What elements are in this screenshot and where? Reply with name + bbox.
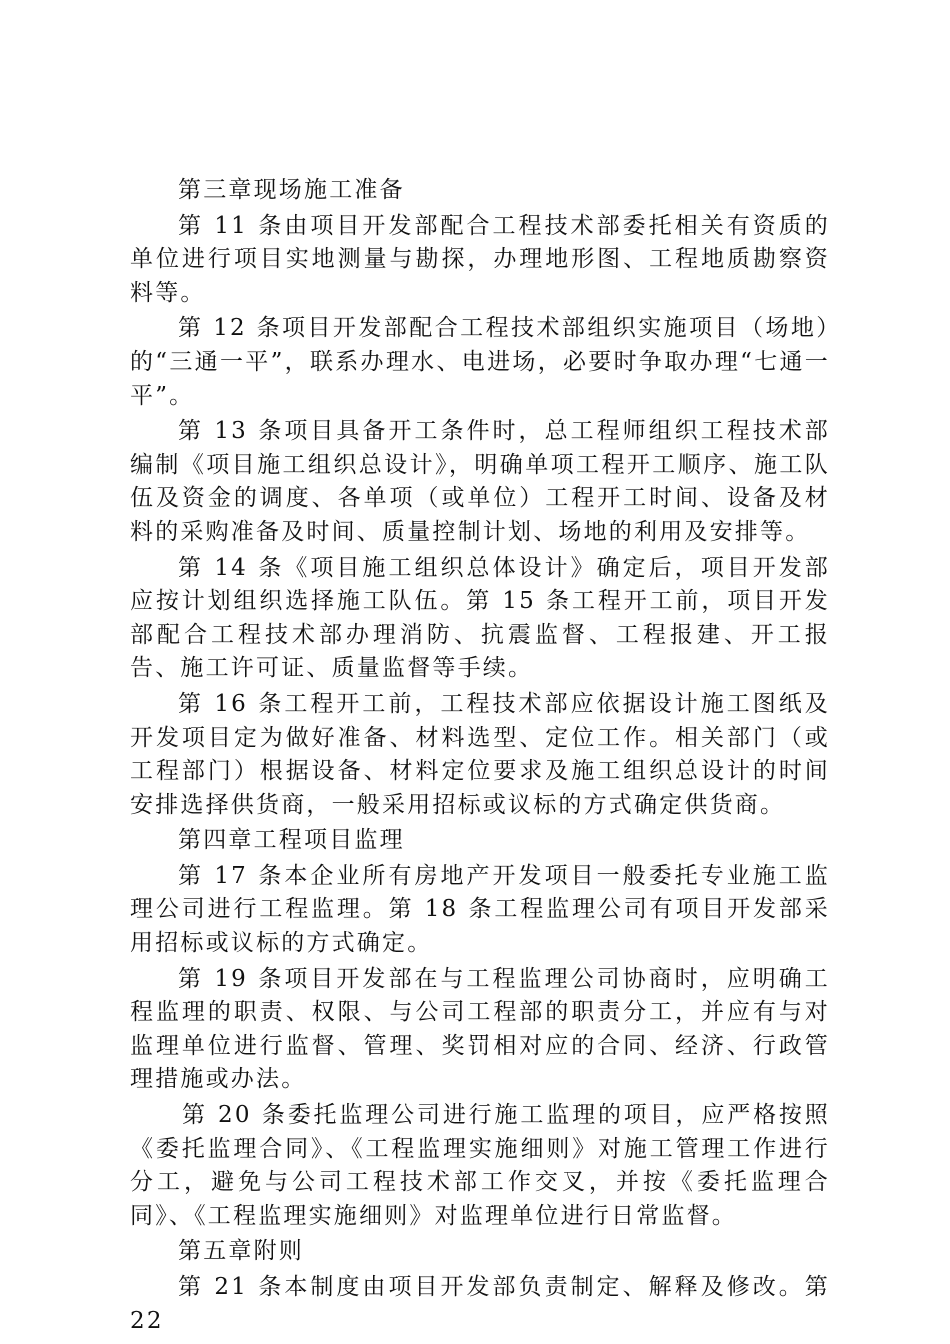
article-17-18: 第 17 条本企业所有房地产开发项目一般委托专业施工监理公司进行工程监理。第 18 条工程监理公司有项目开发部采用招标或议标的方式确定。 [130,862,830,957]
chapter-5-heading: 第五章附则 [178,1238,304,1265]
article-19: 第 19 条项目开发部在与工程监理公司协商时，应明确工程监理的职责、权限、与公司工程部的职责分工，并应有与对监理单位进行监督、管理、奖罚相对应的合同、经济、行政管理措施或办法。 [130,965,830,1093]
article-20: 第 20 条委托监理公司进行施工监理的项目，应严格按照《委托监理合同》、《工程监理实施细则》对施工管理工作进行分工，避免与公司工程技术部工作交叉，并按《委托监理合同》、《工程监理实施细则》对监理单位进行日常监督。 [130,1102,830,1229]
article-16: 第 16 条工程开工前，工程技术部应依据设计施工图纸及开发项目定为做好准备、材料选型、定位工作。相关部门（或工程部门）根据设备、材料定位要求及施工组织总设计的时间安排选择供货商，一般采用招标或议标的方式确定供货商。 [130,690,830,818]
chapter-3-heading: 第三章现场施工准备 [178,177,405,203]
article-14-15: 第 14 条《项目施工组织总体设计》确定后，项目开发部应按计划组织选择施工队伍。第 15 条工程开工前，项目开发部配合工程技术部办理消防、抗震监督、工程报建、开工报告、施工许可证、质量监督等手续。 [130,554,830,682]
article-11: 第 11 条由项目开发部配合工程技术部委托相关有资质的单位进行项目实地测量与勘探，办理地形图、工程地质勘察资料等。 [130,212,830,306]
article-12: 第 12 条项目开发部配合工程技术部组织实施项目（场地）的“三通一平”，联系办理水、电进场，必要时争取办理“七通一平”。 [130,315,830,409]
document-body [130,174,830,1340]
chapter-4-heading: 第四章工程项目监理 [178,827,405,854]
article-21: 第 21 条本制度由项目开发部负责制定、解释及修改。第 22 [130,1274,830,1334]
article-13: 第 13 条项目具备开工条件时，总工程师组织工程技术部编制《项目施工组织总设计》，明确单项工程开工顺序、施工队伍及资金的调度、各单项（或单位）工程开工时间、设备及材料的采购准备及时间、质量控制计划、场地的利用及安排等。 [130,418,830,545]
